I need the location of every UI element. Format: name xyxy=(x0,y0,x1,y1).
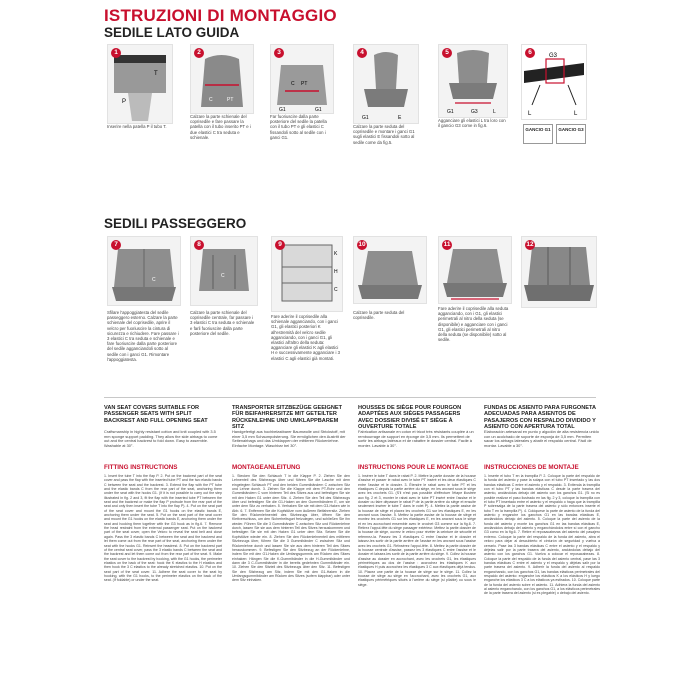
step-2-illustration xyxy=(190,44,254,114)
step-4-illustration xyxy=(353,44,419,124)
svg-text:C: C xyxy=(334,287,338,293)
svg-text:C: C xyxy=(291,81,295,87)
lang-de-instructions-body: 1. Stecken Sie den Schlauch T in die Klappe P. 2. Ziehen Sie den Lehnenteil des Sitzbezugs über und führen Sie die Lasche mit dem eingelegten Schlauch PT und den beiden Gummibändern C zwischen Sitz und Lehne durch. 3. Ziehen Sie die Klappe mit dem PT-Rohr und den Gummibändern C vom hinteren Teil des Sitzes aus und befestigen Sie sie mit den Haken G1 unter dem Sitz. 4. Ziehen Sie den Teil des Sitzbezugs über und befestigen Sie die G1-Haken an den Gummibändern E, um sie unter dem Sitz zu verhaken. 5. Verhaken Sie sie mit dem G3-Haken wie in Abb. 6. 7. Entfernen Sie die Kopfstütze vom äußeren Beifahrersitz. Ziehen Sie den Rückenlehnenteil des Sitzbezugs über, öffnen Sie den Klettverschluss, um den Sicherheitsgurt freizulegen, und schließen Sie ihn wieder. Führen Sie die 3 Gummibänder C zwischen Sitz und Rückenlehne durch, lassen Sie sie aus dem hinteren Teil des Sitzes herauskommen und befestigen Sie sie mit den Haken G1 unter dem Sitz. Setzen Sie die Kopfstütze wieder ein. 8. Ziehen Sie den Rückenlehnenteil des mittleren Sitzbezugs über, führen Sie die 3 Gummibänder C zwischen Sitz und Rückenlehne durch und lassen Sie sie aus dem hinteren Teil des Sitzes herauskommen. 9. Befestigen Sie den Sitzbezug an der Rückenlehne, indem Sie mit den G1-Haken die Umfangsgummis am Rücken des Sitzes einhaken: Hängen Sie die K-Gummibänder in die H-Gummibänder und dann die 3 C-Gummibänder in die bereits gedehnten Gummibänder ein. 10. Ziehen Sie den Sitzteil des Sitzbezugs über den Sitz. 11. Befestigen Sie den Sitzbezug am Sitz, indem Sie mit den G1-Haken in die Umfangsgummibänder am Rücken des Sitzes (sofern klappbar) oder unter dem Sitz einhaken. xyxy=(232,474,350,583)
step-number: 1 xyxy=(111,48,121,58)
section-title-driver: SEDILE LATO GUIDA xyxy=(104,25,240,40)
svg-text:L: L xyxy=(528,111,532,117)
lang-fr-heading: HOUSSES DE SIÈGE POUR FOURGON ADAPTÉES AUX SIÈGES PASSAGERS AVEC DOSSIER DIVISÉ ET SIÈGE À OUVERTURE TOTALE xyxy=(358,405,462,431)
svg-text:G1: G1 xyxy=(315,107,322,113)
gancio-g3-legend: GANCIO G3 xyxy=(556,124,586,144)
lang-en-instructions-body: 1. Insert the tube T into the flap P. 2. Put on the backrest part of the seat cover and pass the flap with the inserted tube PT and the two elastic bands C between the seat and the backrest. 3. Extend the flap with the PT tube and the elastic bands C from the rear part of the seat, anchoring them under the seat with the hooks G1. (If it is not possible to carry out the step illustrated in fig. 2 and 3, fit the flap with the inserted tube PT between the seat and the backrest or make the flap P protrude from the rear part of the seat and only then insert the tube T into the flap P). 4. Put on the seat part of the seat cover and mount the G1 hooks on the elastic bands E, anchoring them under the seat. 5. Put on the seat part of the seat cover and mount the G1 hooks on the elastic bands E, anchoring them under the seat and hooking them together with the G3 hook as in fig.6. 7. Remove the head restraint from the external passenger seat. Put on the backrest part of the seat cover, open the Velcro to reveal the seat belt and close again. Pass the 3 elastic bands C between the seat and the backrest and let them come out from the rear part of the seat, anchoring them under the seat with the hooks G1. Reinsert the headrest. 8. Put on the backrest part of the central seat cover, pass the 3 elastic bands C between the seat and the backrest and let them come out from the rear part of the seat. 9. Make the seat cover to the backrest by hooking, with the G1 hooks, the perimeter elastics on the back of the seat: hook the K elastics to the H elastics and then hook the 3 C elastics to the already stretched elastics. 10. Put on the seat part of the seat cover. 11. Adhere the seat cover to the seat by hooking, with the G1 hooks, to the perimeter elastics on the back of the seat. (If foldable) or under the seat. xyxy=(104,474,222,583)
lang-es-instructions-heading: INSTRUCCIONES DE MONTAJE xyxy=(484,464,579,471)
step-12-illustration xyxy=(521,236,597,308)
lang-es-body: Elaboración artesanal en punto y algodón de alta resistencia unido con un acolchado de soporte de esponja de 3,5 mm. Permiten sacar los airbags laterales y abatir el respaldo central. Fácil de montar. Lavable a 30°. xyxy=(484,429,599,449)
gancio-g1-legend: GANCIO G1 xyxy=(523,124,553,144)
lang-fr-body: Fabrication artisanale en coton et tricot très résistants couplée à un rembourrage de support en éponge de 3,5 mm. Ils permettent de sortir les airbags latéraux et de rabattre le dossier central. Facile à monter. Lavable à 30°. xyxy=(358,429,474,449)
lang-en-instructions-heading: FITTING INSTRUCTIONS xyxy=(104,464,178,471)
step-7-caption: Sfilare l'appoggiatesta del sedile passeggero esterno. Calzare la parte schienale del coprisedile, aprire il velcro per fuoriuscire la cintura di sicurezza e richiudere. Fare passare i 3 elastici C tra seduta e schienale e fare fuoriuscire dalla parte posteriore del sedile agganciandoli sotto al sedile con i ganci G1. Rimontare l'appoggiatesta. xyxy=(107,310,179,362)
page-title: ISTRUZIONI DI MONTAGGIO xyxy=(104,6,337,25)
svg-text:K: K xyxy=(334,251,338,257)
step-number: 5 xyxy=(442,48,452,58)
svg-text:PT: PT xyxy=(227,97,234,103)
step-number: 12 xyxy=(526,241,534,248)
step-11-illustration xyxy=(438,236,512,304)
lang-fr-instructions-body: 1. Insérer le tube T dans le rabat P. 2. Mettre la partie dossier de la housse d'assise et passer le rabat avec le tube PT inséré et les deux élastiques C entre l'assise et le dossier. 3. Étendre le rabat avec le tube PT et les élastiques C depuis la partie arrière du siège, en les ancrant sous le siège avec les crochets G1. (S'il n'est pas possible d'effectuer l'étape illustrée aux fig. 2 et 3, monter le rabat avec le tube PT inséré entre l'assise et le dossier ou faire dépasser le rabat P de la partie arrière du siège et ensuite seulement insérer le tube T dans le volet P). 4. Mettez la partie assise de la housse de siège et placez les crochets G1 sur les élastiques E, en les ancrant sous l'assise. 5. Mettez la partie assise de la housse de siège et montez les crochets G1 sur les élastiques E, en les ancrant sous le siège et en les accrochant ensemble avec le crochet G3 comme sur la fig.6. 7. Retirez l'appui-tête du siège passager extérieur. Mettez la partie dossier de la housse de siège, ouvrez le velcro pour révéler la ceinture de sécurité et refermez-la. Passez les 3 élastiques C entre l'assise et le dossier et laissez-les sortir de la partie arrière de l'assise en les ancrant sous l'assise avec les crochets G1. Réinsérez l'appui-tête. 8. Mettez la partie dossier de la housse centrale d'assise, passez les 3 élastiques C entre l'assise et le dossier et laissez-les sortir de la partie arrière du siège. 9. Collez la housse d'assise au dossier en accrochant, avec les crochets G1, les élastiques périmétriques au dos de l'assise : accrochez les élastiques K aux élastiques H puis accrochez les élastiques 3 C aux élastiques déjà tendus. 10. Placez une partie de la housse de siège sur le siège. 11. Collez la housse de siège au siège en l'accrochant, avec les crochets G1, aux élastiques périmétriques situés à l'arrière du siège (si pliable) ou sous le siège. xyxy=(358,474,476,587)
lang-de-instructions-heading: MONTAGEANLEITUNG xyxy=(232,464,301,471)
svg-text:PT: PT xyxy=(301,81,308,87)
step-10-illustration xyxy=(353,236,427,304)
step-11-caption: Fare aderire il coprisedile alla seduta agganciando, con i G1, gli elastici perimetrali al nitro della seduta (se disponibile) e agganciare con i ganci G1, gli elastici perimetrali al nitro della seduta (se disponibile) sotto al sedile. xyxy=(438,306,509,343)
step-number: 6 xyxy=(525,48,535,58)
svg-text:G3: G3 xyxy=(471,109,478,115)
step-9-caption: Fare aderire il coprisedile alla schienale agganciando, con i ganci G1, gli elastici posteriori K all'estremità del velcro sedile agganciando, con i ganci G1, gli elastici all'altro della seduta: agganciare gli elastici K agli elastici H e successivamente agganciare i 3 elastici C agli elastici già montati. xyxy=(271,314,341,361)
svg-text:H: H xyxy=(334,269,338,275)
step-number: 4 xyxy=(357,48,367,58)
step-10-caption: Calzare la parte seduta del coprisedile. xyxy=(353,310,405,321)
step-8-caption: Calzare la parte schienale del coprisedile centrale, far passare i 3 elastici C tra seduta e schienale e farli fuoriuscire dalla parte posteriore del sedile. xyxy=(190,310,255,336)
step-number: 3 xyxy=(274,48,284,58)
step-1-caption: Inserire nella patella P il tubo T. xyxy=(107,124,167,129)
step-3-caption: Far fuoriuscire dalla parte posteriore del sedile la patella con il tubo PT e gli elastici C fissandoli sotto al sedile con i ganci G1. xyxy=(270,114,327,140)
lang-en-body: Craftsmanship in highly resistant cotton and knit coupled with 3.5 mm sponge support padding. They allow the side airbags to come out and the central backrest to fold down. Easy to assemble. Washable at 30°. xyxy=(104,429,218,449)
step-5-caption: Agganciare gli elastici L tra loro con il gancio G3 come in fig.6. xyxy=(438,118,506,129)
lang-fr-instructions-heading: INSTRUCTIONS POUR LE MONTAGE xyxy=(358,464,469,471)
step-number: 11 xyxy=(443,241,451,248)
step-3-illustration xyxy=(270,44,334,114)
lang-en-heading: VAN SEAT COVERS SUITABLE FOR PASSENGER SEATS WITH SPLIT BACKREST AND FULL OPENING SEAT xyxy=(104,405,208,424)
step-number: 10 xyxy=(358,241,366,248)
step-2-caption: Calzare la parte schienale del coprisedile e fare passare la patella con il tubo inserito PT e i due elastici C tra seduta e schienale. xyxy=(190,114,251,140)
step-1-illustration xyxy=(107,44,173,124)
step-number: 9 xyxy=(275,240,285,250)
svg-text:L: L xyxy=(574,111,578,117)
svg-text:C: C xyxy=(209,97,213,103)
lang-de-heading: TRANSPORTER SITZBEZÜGE GEEIGNET FÜR BEIFAHRERSITZE MIT GETEILTER RÜCKENLEHNE UND UMKLAPPBAREM SITZ xyxy=(232,405,343,431)
svg-text:T: T xyxy=(154,71,158,77)
lang-es-instructions-body: 1. Inserte el tubo T en la trampilla P. 2. Coloque la parte del respaldo de la funda del asiento y pase la solapa con el tubo PT insertado y las dos bandas elásticas C entre el asiento y el respaldo. 3. Extienda la trampilla con el tubo PT y las bandas elásticas C desde la parte trasera del asiento, anclándolas debajo del asiento con los ganchos G1. (Si no es posible realizar el paso ilustrado en las fig. 2 y 3, coloque la trampilla con el tubo PT insertado entre el asiento y el respaldo o haga que la trampilla P sobresalga de la parte trasera del asiento y sólo entonces inserte el tubo T en la trampilla P). 4. Colóquese la parte de asiento de la funda del asiento y enganche los ganchos G1 en las bandas elásticas E, anclándolos debajo del asiento. 5. Coloque la parte del asiento de la funda del asiento y monte los ganchos G1 en las bandas elásticas E, anclándolos debajo del asiento y enganchándolos entre sí con el gancho G3 como en la fig.6. 7. Retire el reposacabezas del asiento del pasajero externo. Coloque la parte del respaldo de la funda del asiento, abra el velcro para dejar al descubierto el cinturón de seguridad y vuelva a cerrarlo. Pase las 3 bandas elásticas C entre el asiento y el respaldo y déjelas salir por la parte trasera del asiento, anclándolas debajo del asiento con los ganchos G1. Vuelva a colocar el reposacabezas. 8. Coloque la parte del respaldo de la funda del asiento central, pase las 3 bandas elásticas C entre el asiento y el respaldo y déjelas salir por la parte trasera del asiento. 9. Adherir la funda del asiento al respaldo enganchando, con los ganchos G1, las bandas elásticas perimetrales del respaldo del asiento: enganche los elásticos K a los elásticos H y luego enganche los elásticos 3 C a los elásticos ya estirados. 10. Coloque parte de la funda del asiento sobre el asiento. 11. Adhiera la funda del asiento al asiento enganchando, con los ganchos G1, a los elásticos perimetrales de la parte trasera del asiento (si es plegable) o debajo del asiento. xyxy=(484,474,600,596)
svg-text:G3: G3 xyxy=(549,53,558,59)
svg-text:C: C xyxy=(152,277,156,283)
svg-text:L: L xyxy=(493,109,496,115)
step-5-illustration xyxy=(438,44,508,118)
step-4-caption: Calzare la parte seduta del coprisedile e montare i ganci G1 sugli elastici E fissandoli sotto al sedile come da fig.5. xyxy=(353,124,415,145)
lang-es-heading: FUNDAS DE ASIENTO PARA FURGONETA ADECUADAS PARA ASIENTOS DE PASAJEROS CON RESPALDO DIVIDIDO Y ASIENTO CON APERTURA TOTAL xyxy=(484,405,596,431)
svg-text:P: P xyxy=(122,99,127,105)
step-8-illustration xyxy=(190,236,258,306)
svg-text:C: C xyxy=(221,273,225,279)
lang-de-body: Handgefertigt aus hochbelastbarer Baumwolle und Strickstoff, mit einer 3,5 mm Schaumpolsterung. Sie ermöglichen den Austritt der Seitenairbags und das Umklappen der mittleren Rückenlehne. Einfache Montage. Waschbar bei 30°. xyxy=(232,429,346,449)
language-divider xyxy=(104,397,596,398)
svg-text:G1: G1 xyxy=(447,109,454,115)
svg-text:E: E xyxy=(398,115,402,121)
step-number: 7 xyxy=(111,240,121,250)
step-number: 2 xyxy=(194,48,204,58)
step-number: 8 xyxy=(194,240,204,250)
svg-text:G1: G1 xyxy=(279,107,286,113)
step-9-illustration xyxy=(271,236,343,312)
step-7-illustration xyxy=(107,236,181,306)
svg-text:G1: G1 xyxy=(362,115,369,121)
step-6-illustration xyxy=(521,44,587,120)
section-title-passenger: SEDILI PASSEGGERO xyxy=(104,216,247,231)
